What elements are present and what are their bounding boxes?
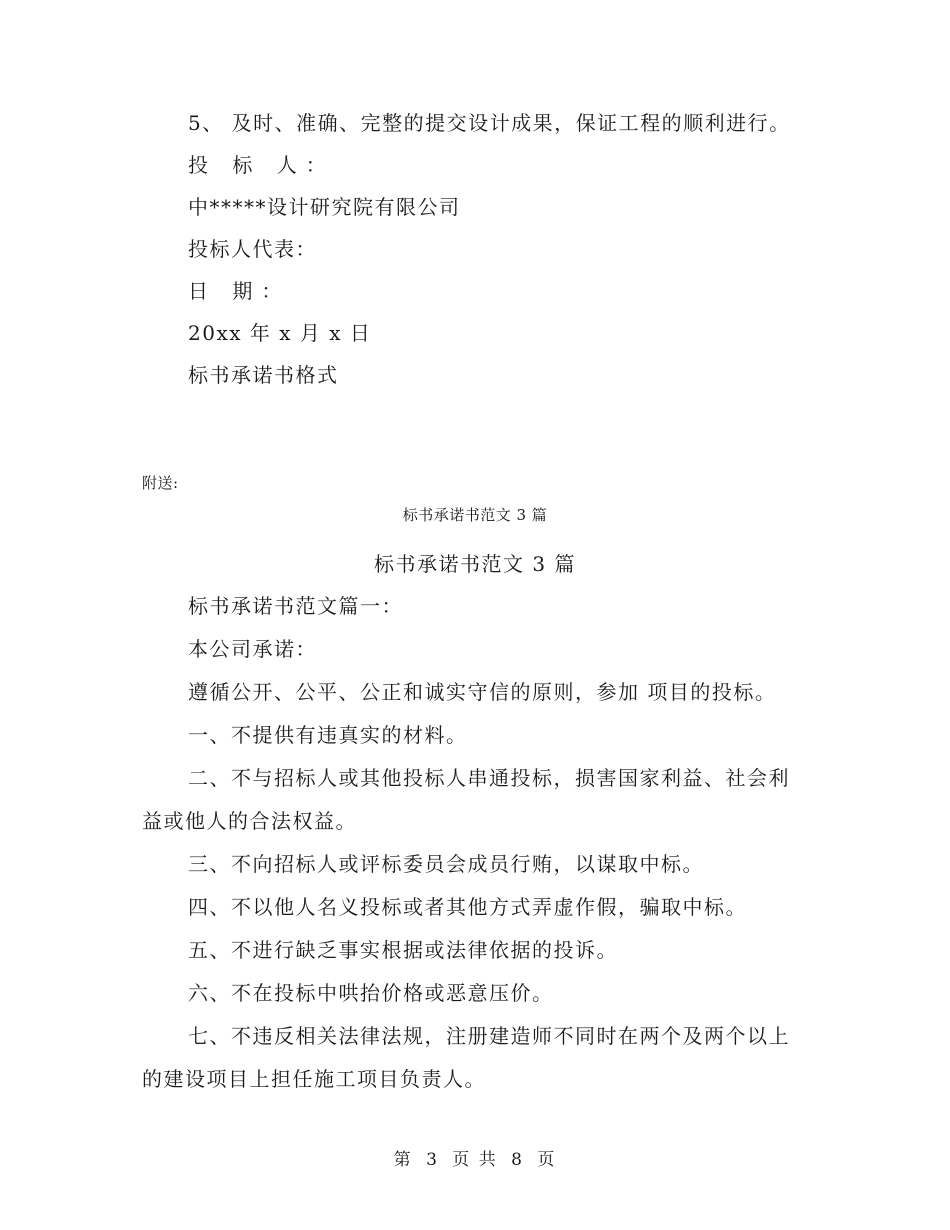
paragraph: 三、不向招标人或评标委员会成员行贿，以谋取中标。 <box>188 852 704 876</box>
paragraph: 一、不提供有违真实的材料。 <box>188 723 468 747</box>
date-value: 20xx 年 x 月 x 日 <box>188 321 372 345</box>
bidder-label: 投 标 人： <box>188 153 335 177</box>
format-title: 标书承诺书格式 <box>188 363 339 387</box>
paragraph: 二、不与招标人或其他投标人串通投标，损害国家利益、社会利 <box>188 766 790 790</box>
attachment-label: 附送: <box>142 474 179 492</box>
commitment-item-5: 5、 及时、准确、完整的提交设计成果，保证工程的顺利进行。 <box>188 111 791 135</box>
page-suffix: 页 <box>537 1150 557 1170</box>
paragraph: 遵循公开、公平、公正和诚实守信的原则，参加 项目的投标。 <box>188 680 777 704</box>
page-total: 8 <box>511 1150 524 1170</box>
date-label: 日 期： <box>188 279 291 303</box>
main-title: 标书承诺书范文 3 篇 <box>374 552 576 576</box>
company-name: 中*****设计研究院有限公司 <box>188 195 461 219</box>
paragraph: 四、不以他人名义投标或者其他方式弄虚作假，骗取中标。 <box>188 895 747 919</box>
paragraph: 六、不在投标中哄抬价格或恶意压价。 <box>188 981 554 1005</box>
paragraph: 七、不违反相关法律法规，注册建造师不同时在两个及两个以上 <box>188 1024 790 1048</box>
page-mid: 页 共 <box>452 1150 498 1170</box>
page-footer <box>0 1146 950 1174</box>
representative-label: 投标人代表： <box>188 237 317 261</box>
page-number: 3 <box>426 1150 439 1170</box>
paragraph-continuation: 益或他人的合法权益。 <box>142 809 357 833</box>
attachment-subtitle: 标书承诺书范文 3 篇 <box>402 506 548 524</box>
paragraph: 本公司承诺： <box>188 637 317 661</box>
page-prefix: 第 <box>393 1150 413 1170</box>
paragraph: 标书承诺书范文篇一： <box>188 594 403 618</box>
paragraph-continuation: 的建设项目上担任施工项目负责人。 <box>142 1067 486 1091</box>
paragraph: 五、不进行缺乏事实根据或法律依据的投诉。 <box>188 938 618 962</box>
